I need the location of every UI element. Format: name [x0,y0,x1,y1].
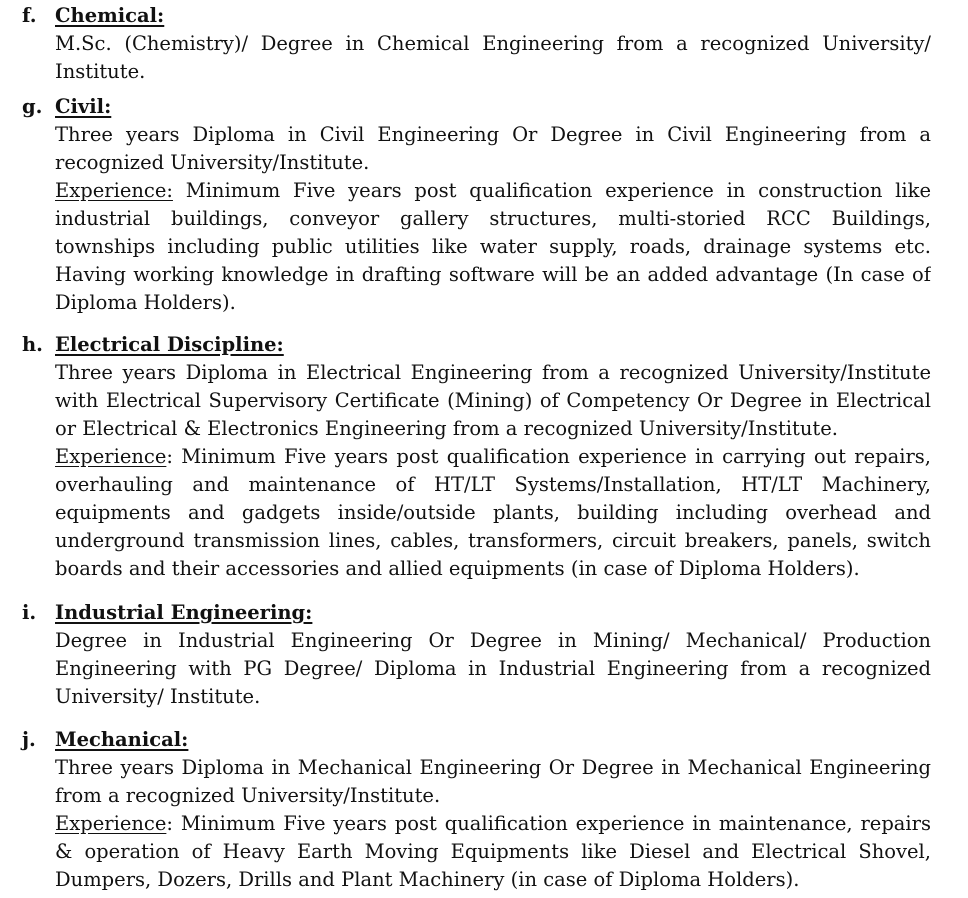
experience-text: : Minimum Five years post qualification experience in maintenance, repairs [166,812,931,835]
body-line: equipments and gadgets inside/outside plants, building including overhead and [55,501,931,524]
experience-line [55,443,931,471]
body-line: Three years Diploma in Mechanical Engineering Or Degree in Mechanical Engineering [55,756,931,779]
body-line: overhauling and maintenance of HT/LT Systems/Installation, HT/LT Machinery, [55,473,931,496]
experience-text: Minimum Five years post qualification experience in construction like [172,179,931,202]
section-letter: h. [22,333,43,356]
body-line: from a recognized University/Institute. [55,784,441,807]
body-line: Having working knowledge in drafting software will be an added advantage (In case of [55,263,931,286]
body-line: or Electrical & Electronics Engineering from a recognized University/Institute. [55,417,838,440]
body-line: townships including public utilities like water supply, roads, drainage systems etc. [55,235,931,258]
body-line: Engineering with PG Degree/ Diploma in Industrial Engineering from a recognized [55,657,931,680]
section-title: Electrical Discipline: [55,333,284,356]
body-line: M.Sc. (Chemistry)/ Degree in Chemical Engineering from a recognized University/ [55,32,931,55]
section-heading [22,726,188,754]
section-heading [22,599,312,627]
experience-text: : Minimum Five years post qualification experience in carrying out repairs, [166,445,931,468]
body-line: Three years Diploma in Electrical Engineering from a recognized University/Institute [55,361,931,384]
body-line: & operation of Heavy Earth Moving Equipments like Diesel and Electrical Shovel, [55,840,931,863]
experience-label: Experience: [55,179,173,202]
section-letter: i. [22,601,37,624]
body-line: Dumpers, Dozers, Drills and Plant Machinery (in case of Diploma Holders). [55,868,800,891]
body-line: with Electrical Supervisory Certificate (Mining) of Competency Or Degree in Electrical [55,389,931,412]
body-line: Diploma Holders). [55,291,236,314]
experience-label: Experience [55,445,167,468]
section-title: Chemical: [55,4,165,27]
section-heading [22,331,284,359]
section-heading [22,2,164,30]
body-line: Degree in Industrial Engineering Or Degree in Mining/ Mechanical/ Production [55,629,931,652]
section-heading [22,93,111,121]
experience-line [55,177,931,205]
experience-label: Experience [55,812,167,835]
body-line: industrial buildings, conveyor gallery structures, multi-storied RCC Buildings, [55,207,931,230]
section-title: Civil: [55,95,112,118]
section-letter: j. [22,728,36,751]
body-line: recognized University/Institute. [55,151,370,174]
body-line: Institute. [55,60,146,83]
body-line: boards and their accessories and allied equipments (in case of Diploma Holders). [55,557,860,580]
experience-line [55,810,931,838]
section-letter: f. [22,4,37,27]
section-title: Mechanical: [55,728,189,751]
body-line: underground transmission lines, cables, transformers, circuit breakers, panels, switch [55,529,931,552]
body-line: Three years Diploma in Civil Engineering Or Degree in Civil Engineering from a [55,123,931,146]
section-letter: g. [22,95,43,118]
section-title: Industrial Engineering: [55,601,313,624]
body-line: University/ Institute. [55,685,261,708]
